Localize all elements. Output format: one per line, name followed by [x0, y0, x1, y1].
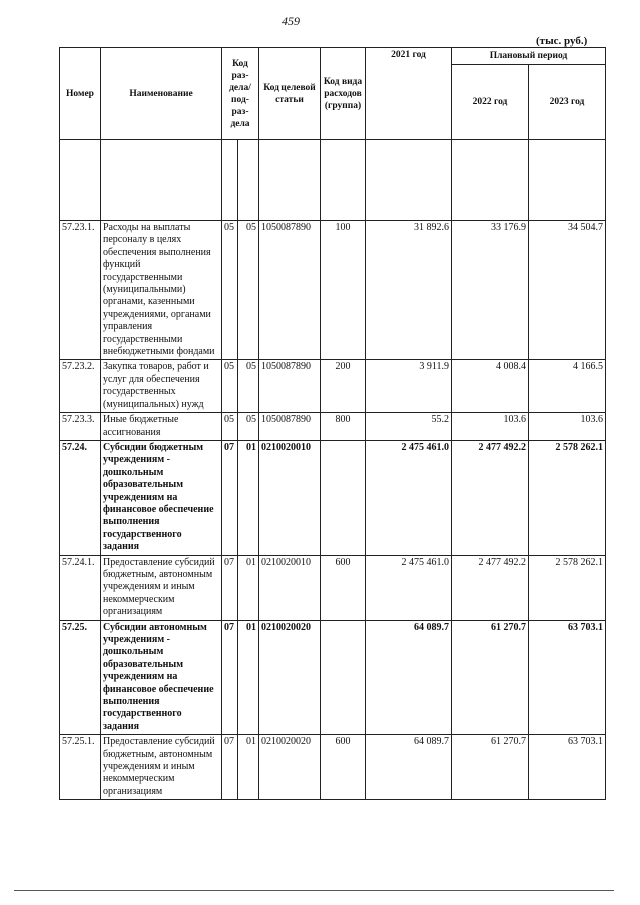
row-2023: 2 578 262.1 [529, 440, 606, 555]
row-2023: 4 166.5 [529, 360, 606, 413]
row-section: 05 [222, 413, 238, 441]
row-2023: 63 703.1 [529, 735, 606, 800]
header-2022: 2022 год [452, 65, 529, 140]
row-2021: 2 475 461.0 [366, 440, 452, 555]
table-row [60, 555, 606, 620]
row-number: 57.23.1. [60, 221, 101, 360]
header-number: Номер [60, 48, 101, 140]
page-number: 459 [282, 14, 300, 28]
row-2022: 61 270.7 [452, 620, 529, 735]
header-name: Наименование [101, 48, 222, 140]
row-expense-type: 600 [321, 555, 366, 620]
header-section: Код раз- дела/ под- раз- дела [222, 48, 259, 140]
row-2021: 3 911.9 [366, 360, 452, 413]
row-target: 0210020010 [259, 555, 321, 620]
header-target: Код целевой статьи [259, 48, 321, 140]
row-number: 57.24.1. [60, 555, 101, 620]
row-name: Закупка товаров, работ и услуг для обеспечения государственных (муниципальных) нужд [101, 360, 222, 413]
table-row [60, 221, 606, 360]
row-subsection: 05 [238, 221, 259, 360]
row-2022: 103.6 [452, 413, 529, 441]
row-2022: 33 176.9 [452, 221, 529, 360]
table-row [60, 735, 606, 800]
row-2023: 34 504.7 [529, 221, 606, 360]
row-2022: 2 477 492.2 [452, 440, 529, 555]
row-name: Субсидии автономным учреждениям - дошкольным образовательным учреждениям на финансовое обеспечение выполнения государственного задания [101, 620, 222, 735]
row-subsection: 05 [238, 413, 259, 441]
header-expense-type: Код вида расходов (группа) [321, 48, 366, 140]
row-2022: 61 270.7 [452, 735, 529, 800]
row-number: 57.23.2. [60, 360, 101, 413]
row-expense-type: 100 [321, 221, 366, 360]
row-name: Иные бюджетные ассигнования [101, 413, 222, 441]
row-section: 07 [222, 555, 238, 620]
header-2023: 2023 год [529, 65, 606, 140]
row-name: Субсидии бюджетным учреждениям - дошкольным образовательным учреждениям на финансовое обеспечение выполнения государственного задания [101, 440, 222, 555]
units-label: (тыс. руб.) [536, 35, 588, 47]
row-2022: 2 477 492.2 [452, 555, 529, 620]
table-body [60, 140, 606, 800]
row-2021: 2 475 461.0 [366, 555, 452, 620]
row-expense-type [321, 440, 366, 555]
table-row [60, 360, 606, 413]
table-header [60, 48, 606, 140]
row-name: Расходы на выплаты персоналу в целях обеспечения выполнения функций государственными (муниципальными) органами, казенными учреждениями, органами управления государственными внебюджетными фондами [101, 221, 222, 360]
row-name: Предоставление субсидий бюджетным, автономным учреждениям и иным некоммерческим организациям [101, 555, 222, 620]
page-bottom-rule [14, 890, 614, 891]
table-row [60, 440, 606, 555]
row-expense-type: 800 [321, 413, 366, 441]
header-planning-period: Плановый период [452, 48, 606, 65]
row-number: 57.24. [60, 440, 101, 555]
row-section: 05 [222, 221, 238, 360]
row-number: 57.25. [60, 620, 101, 735]
table-row [60, 413, 606, 441]
row-expense-type [321, 620, 366, 735]
row-subsection: 01 [238, 555, 259, 620]
row-target: 1050087890 [259, 360, 321, 413]
row-number: 57.25.1. [60, 735, 101, 800]
row-2023: 63 703.1 [529, 620, 606, 735]
row-subsection: 01 [238, 620, 259, 735]
header-2021: 2021 год [366, 48, 452, 140]
row-name: Предоставление субсидий бюджетным, автономным учреждениям и иным некоммерческим организациям [101, 735, 222, 800]
table-row [60, 620, 606, 735]
row-2021: 64 089.7 [366, 620, 452, 735]
row-target: 0210020020 [259, 620, 321, 735]
header-spacer-row [60, 140, 606, 221]
row-subsection: 01 [238, 440, 259, 555]
row-section: 07 [222, 735, 238, 800]
row-2023: 2 578 262.1 [529, 555, 606, 620]
row-target: 0210020010 [259, 440, 321, 555]
row-2022: 4 008.4 [452, 360, 529, 413]
row-2021: 55.2 [366, 413, 452, 441]
row-expense-type: 200 [321, 360, 366, 413]
row-subsection: 01 [238, 735, 259, 800]
row-2023: 103.6 [529, 413, 606, 441]
budget-table [59, 47, 606, 800]
row-target: 1050087890 [259, 221, 321, 360]
row-section: 07 [222, 620, 238, 735]
row-number: 57.23.3. [60, 413, 101, 441]
row-2021: 64 089.7 [366, 735, 452, 800]
row-subsection: 05 [238, 360, 259, 413]
row-target: 0210020020 [259, 735, 321, 800]
row-2021: 31 892.6 [366, 221, 452, 360]
row-section: 07 [222, 440, 238, 555]
row-section: 05 [222, 360, 238, 413]
row-expense-type: 600 [321, 735, 366, 800]
row-target: 1050087890 [259, 413, 321, 441]
